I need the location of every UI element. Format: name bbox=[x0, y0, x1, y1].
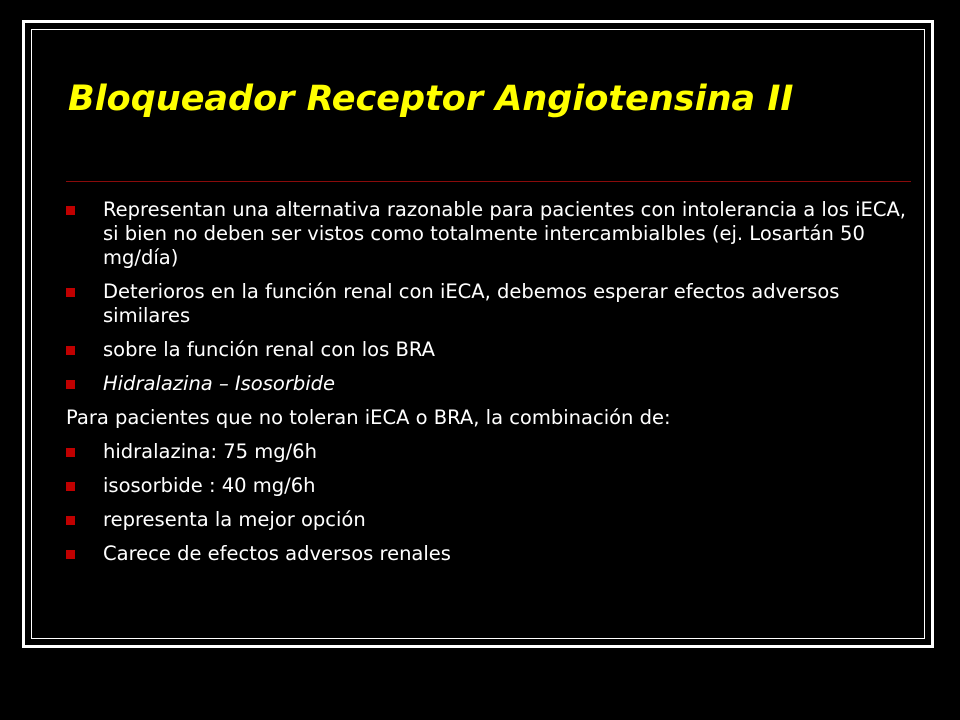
red-square-icon bbox=[66, 288, 75, 297]
red-square-icon bbox=[66, 448, 75, 457]
bullet-item bbox=[66, 474, 916, 498]
bullet-text: Carece de efectos adversos renales bbox=[103, 542, 451, 565]
red-square-icon bbox=[66, 206, 75, 215]
slide-content bbox=[66, 198, 916, 576]
bullet-item bbox=[66, 440, 916, 464]
plain-text-line: Para pacientes que no toleran iECA o BRA, la combinación de: bbox=[66, 406, 671, 429]
bullet-item bbox=[66, 338, 916, 362]
bullet-text: hidralazina: 75 mg/6h bbox=[103, 440, 317, 463]
bullet-text: isosorbide : 40 mg/6h bbox=[103, 474, 316, 497]
bullet-item bbox=[66, 280, 916, 328]
red-square-icon bbox=[66, 516, 75, 525]
bullet-item bbox=[66, 372, 916, 396]
bullet-text: Representan una alternativa razonable para pacientes con intolerancia a los iECA, si bien no deben ser vistos como totalmente intercambialbles (ej. Losartán 50 mg/día) bbox=[103, 198, 906, 269]
red-square-icon bbox=[66, 380, 75, 389]
title-divider bbox=[66, 181, 911, 182]
slide-title: Bloqueador Receptor Angiotensina II bbox=[68, 79, 794, 119]
bullet-text: Deterioros en la función renal con iECA, debemos esperar efectos adversos similares bbox=[103, 280, 840, 327]
bullet-text: representa la mejor opción bbox=[103, 508, 366, 531]
bullet-text: Hidralazina – Isosorbide bbox=[103, 372, 336, 395]
red-square-icon bbox=[66, 550, 75, 559]
bullet-item bbox=[66, 198, 916, 270]
red-square-icon bbox=[66, 346, 75, 355]
bullet-item bbox=[66, 542, 916, 566]
bullet-text: sobre la función renal con los BRA bbox=[103, 338, 435, 361]
bullet-item bbox=[66, 508, 916, 532]
red-square-icon bbox=[66, 482, 75, 491]
